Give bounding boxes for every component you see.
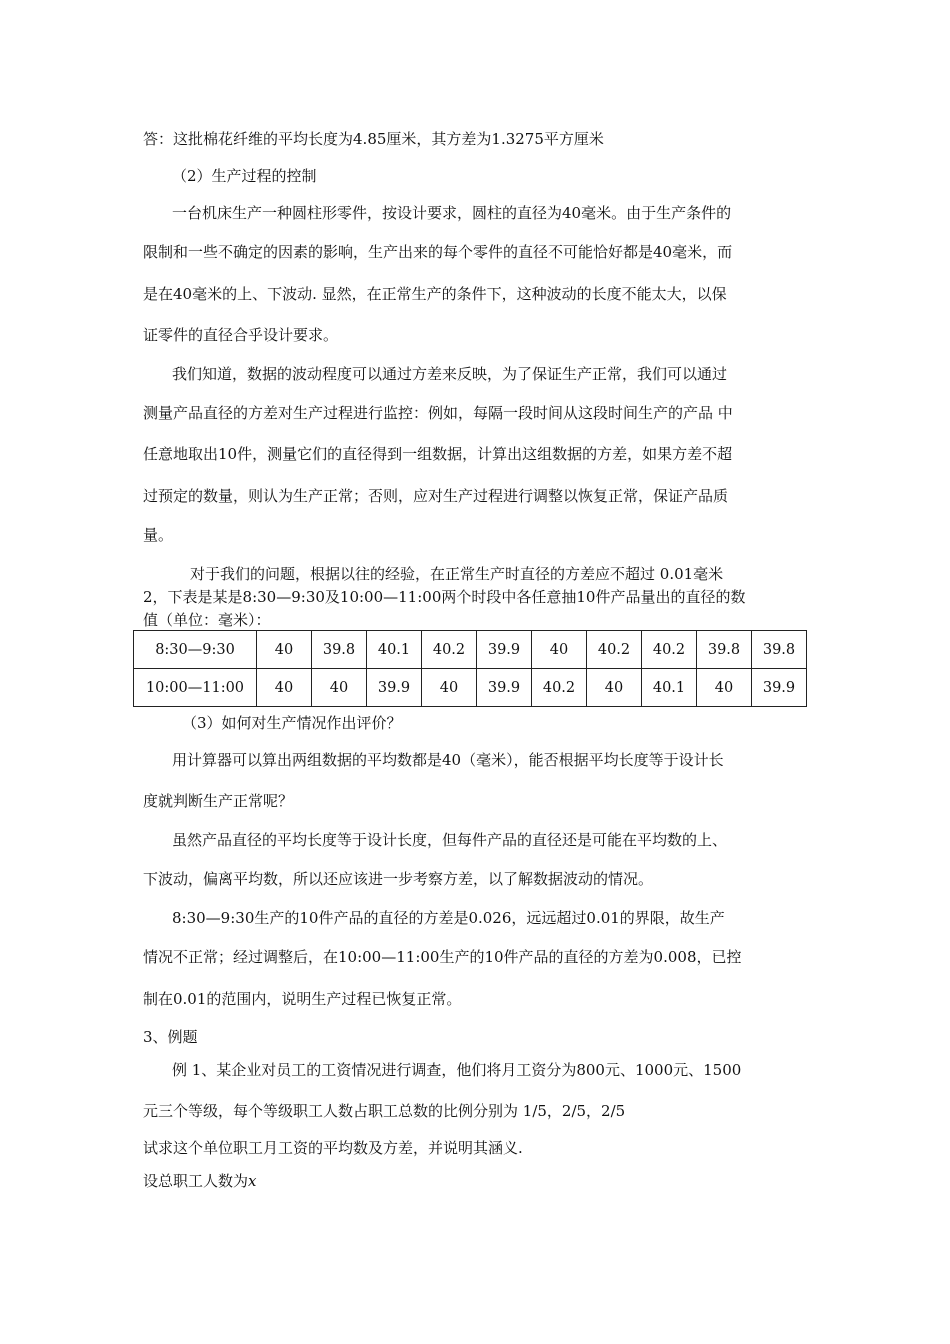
section-heading-examples: 3、例题 bbox=[143, 1028, 198, 1046]
table-cell: 40.1 bbox=[367, 631, 422, 669]
paragraph-line: 2，下表是某是8:30—9:30及10:00—11:00两个时段中各任意抽10件产品量出的直径的数 bbox=[143, 588, 746, 606]
paragraph-line: 值（单位：毫米）： bbox=[143, 611, 271, 629]
paragraph-line: 情况不正常；经过调整后，在10:00—11:00生产的10件产品的直径的方差为0.008，已控 bbox=[143, 948, 742, 966]
table-cell: 40 bbox=[312, 669, 367, 707]
section-heading-2: （2）生产过程的控制 bbox=[172, 167, 317, 185]
table-row bbox=[134, 631, 807, 669]
paragraph-line: 例 1、某企业对员工的工资情况进行调查，他们将月工资分为800元、1000元、1500 bbox=[172, 1061, 742, 1079]
paragraph-line: 度就判断生产正常呢？ bbox=[143, 792, 294, 810]
paragraph-line bbox=[143, 1170, 256, 1191]
paragraph-line: 对于我们的问题，根据以往的经验，在正常生产时直径的方差应不超过 0.01毫米 bbox=[190, 565, 724, 583]
table-cell: 40.2 bbox=[642, 631, 697, 669]
table-cell: 40 bbox=[257, 631, 312, 669]
paragraph-line: 过预定的数量，则认为生产正常；否则，应对生产过程进行调整以恢复正常，保证产品质 bbox=[143, 487, 729, 505]
table-cell: 39.8 bbox=[697, 631, 752, 669]
paragraph-line: 量。 bbox=[143, 526, 174, 544]
paragraph-line: 一台机床生产一种圆柱形零件，按设计要求，圆柱的直径为40毫米。由于生产条件的 bbox=[172, 204, 732, 222]
table-cell: 40 bbox=[587, 669, 642, 707]
table-cell: 8:30—9:30 bbox=[134, 631, 257, 669]
table-cell: 40 bbox=[257, 669, 312, 707]
table-cell: 39.8 bbox=[312, 631, 367, 669]
section-heading-3: （3）如何对生产情况作出评价？ bbox=[182, 714, 402, 732]
paragraph-line: 制在0.01的范围内，说明生产过程已恢复正常。 bbox=[143, 990, 462, 1008]
table-cell: 40 bbox=[532, 631, 587, 669]
paragraph-line: 元三个等级，每个等级职工人数占职工总数的比例分别为 1/5，2/5，2/5 bbox=[143, 1102, 626, 1120]
paragraph-line: 试求这个单位职工月工资的平均数及方差，并说明其涵义. bbox=[143, 1139, 523, 1157]
paragraph-line: 是在40毫米的上、下波动. 显然，在正常生产的条件下，这种波动的长度不能太大，以保 bbox=[143, 285, 727, 303]
paragraph-line: 8:30—9:30生产的10件产品的直径的方差是0.026，远远超过0.01的界限，故生产 bbox=[172, 909, 725, 927]
diameter-table bbox=[133, 630, 807, 707]
table-cell: 39.9 bbox=[752, 669, 807, 707]
paragraph-line: 下波动，偏离平均数，所以还应该进一步考察方差，以了解数据波动的情况。 bbox=[143, 870, 654, 888]
text-run: 设总职工人数为 bbox=[143, 1172, 249, 1190]
answer-line: 答：这批棉花纤维的平均长度为4.85厘米，其方差为1.3275平方厘米 bbox=[143, 130, 604, 148]
paragraph-line: 证零件的直径合乎设计要求。 bbox=[143, 326, 339, 344]
paragraph-line: 任意地取出10件，测量它们的直径得到一组数据，计算出这组数据的方差，如果方差不超 bbox=[143, 445, 733, 463]
table-cell: 39.9 bbox=[477, 669, 532, 707]
table-cell: 40 bbox=[422, 669, 477, 707]
table-cell: 39.9 bbox=[477, 631, 532, 669]
table-cell: 39.8 bbox=[752, 631, 807, 669]
paragraph-line: 测量产品直径的方差对生产过程进行监控：例如，每隔一段时间从这段时间生产的产品 中 bbox=[143, 404, 733, 422]
table-cell: 40.2 bbox=[587, 631, 642, 669]
table-row bbox=[134, 669, 807, 707]
paragraph-line: 虽然产品直径的平均长度等于设计长度，但每件产品的直径还是可能在平均数的上、 bbox=[172, 831, 728, 849]
table-cell: 40 bbox=[697, 669, 752, 707]
table-cell: 40.2 bbox=[532, 669, 587, 707]
table-cell: 40.1 bbox=[642, 669, 697, 707]
paragraph-line: 限制和一些不确定的因素的影响，生产出来的每个零件的直径不可能恰好都是40毫米，而 bbox=[143, 243, 733, 261]
table-cell: 39.9 bbox=[367, 669, 422, 707]
variable-x: x bbox=[248, 1172, 257, 1190]
table-cell: 40.2 bbox=[422, 631, 477, 669]
paragraph-line: 用计算器可以算出两组数据的平均数都是40（毫米），能否根据平均长度等于设计长 bbox=[172, 751, 724, 769]
table-cell: 10:00—11:00 bbox=[134, 669, 257, 707]
paragraph-line: 我们知道，数据的波动程度可以通过方差来反映，为了保证生产正常，我们可以通过 bbox=[172, 365, 728, 383]
